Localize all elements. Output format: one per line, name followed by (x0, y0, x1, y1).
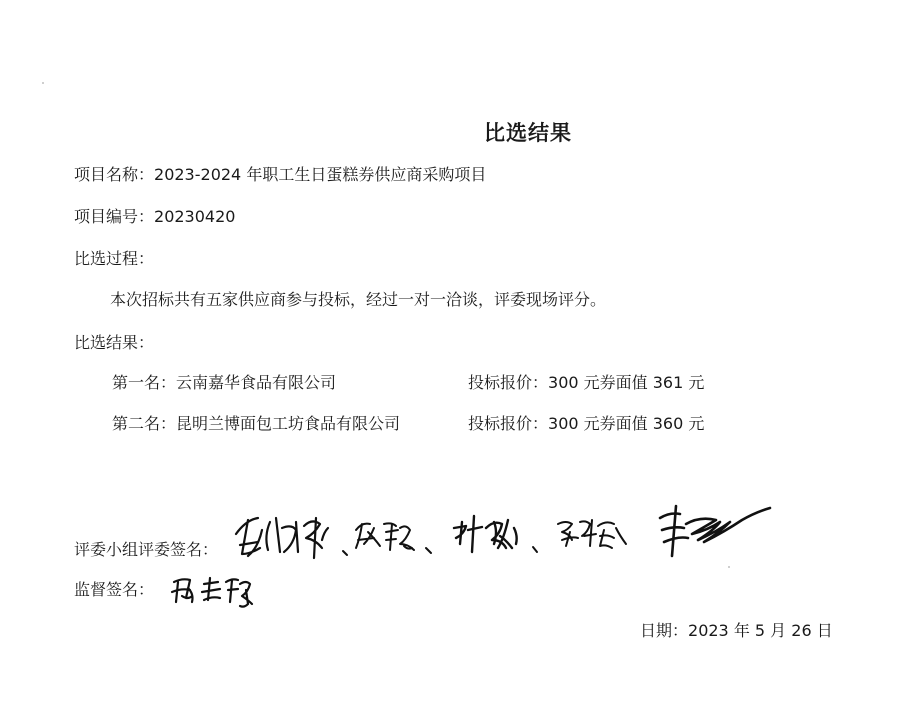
scan-speck (728, 566, 730, 568)
signature-panel-member-1 (236, 518, 328, 558)
project-name-line (74, 162, 486, 185)
date-line (640, 618, 833, 641)
price-label: 投标报价： (468, 373, 549, 392)
result-label: 比选结果： (74, 333, 155, 352)
rank-label: 第一名： (112, 373, 177, 392)
project-code-value: 20230420 (154, 207, 236, 226)
project-name-value: 2023-2024 年职工生日蛋糕券供应商采购项目 (154, 165, 487, 184)
supervisor-signature-label: 监督签名： (74, 580, 155, 599)
result-company-entry (112, 411, 400, 434)
price-value: 300 元券面值 361 元 (548, 373, 705, 392)
signature-supervisor (172, 578, 252, 607)
date-value: 2023 年 5 月 26 日 (688, 621, 833, 640)
result-row-second (112, 411, 752, 435)
result-price-entry (468, 411, 704, 434)
document-title: 比选结果 (484, 121, 572, 145)
price-label: 投标报价： (468, 414, 549, 433)
company-name: 昆明兰博面包工坊食品有限公司 (176, 414, 401, 433)
process-label: 比选过程： (74, 249, 155, 268)
date-label: 日期： (640, 621, 689, 640)
project-name-label: 项目名称： (74, 165, 155, 184)
price-value: 300 元券面值 360 元 (548, 414, 705, 433)
signature-panel-member-3 (454, 516, 517, 552)
result-company-entry (112, 370, 336, 393)
signature-panel-member-4 (558, 520, 626, 548)
project-code-label: 项目编号： (74, 207, 155, 226)
signature-panel-member-2 (356, 523, 414, 550)
signature-panel-member-5 (660, 506, 770, 556)
scan-speck (42, 82, 44, 84)
project-code-line (74, 204, 235, 227)
company-name: 云南嘉华食品有限公司 (176, 373, 337, 392)
panel-signature-label: 评委小组评委签名： (74, 540, 219, 559)
result-row-first (112, 370, 752, 394)
process-description: 本次招标共有五家供应商参与投标，经过一对一洽谈，评委现场评分。 (110, 290, 607, 309)
rank-label: 第二名： (112, 414, 177, 433)
result-price-entry (468, 370, 704, 393)
